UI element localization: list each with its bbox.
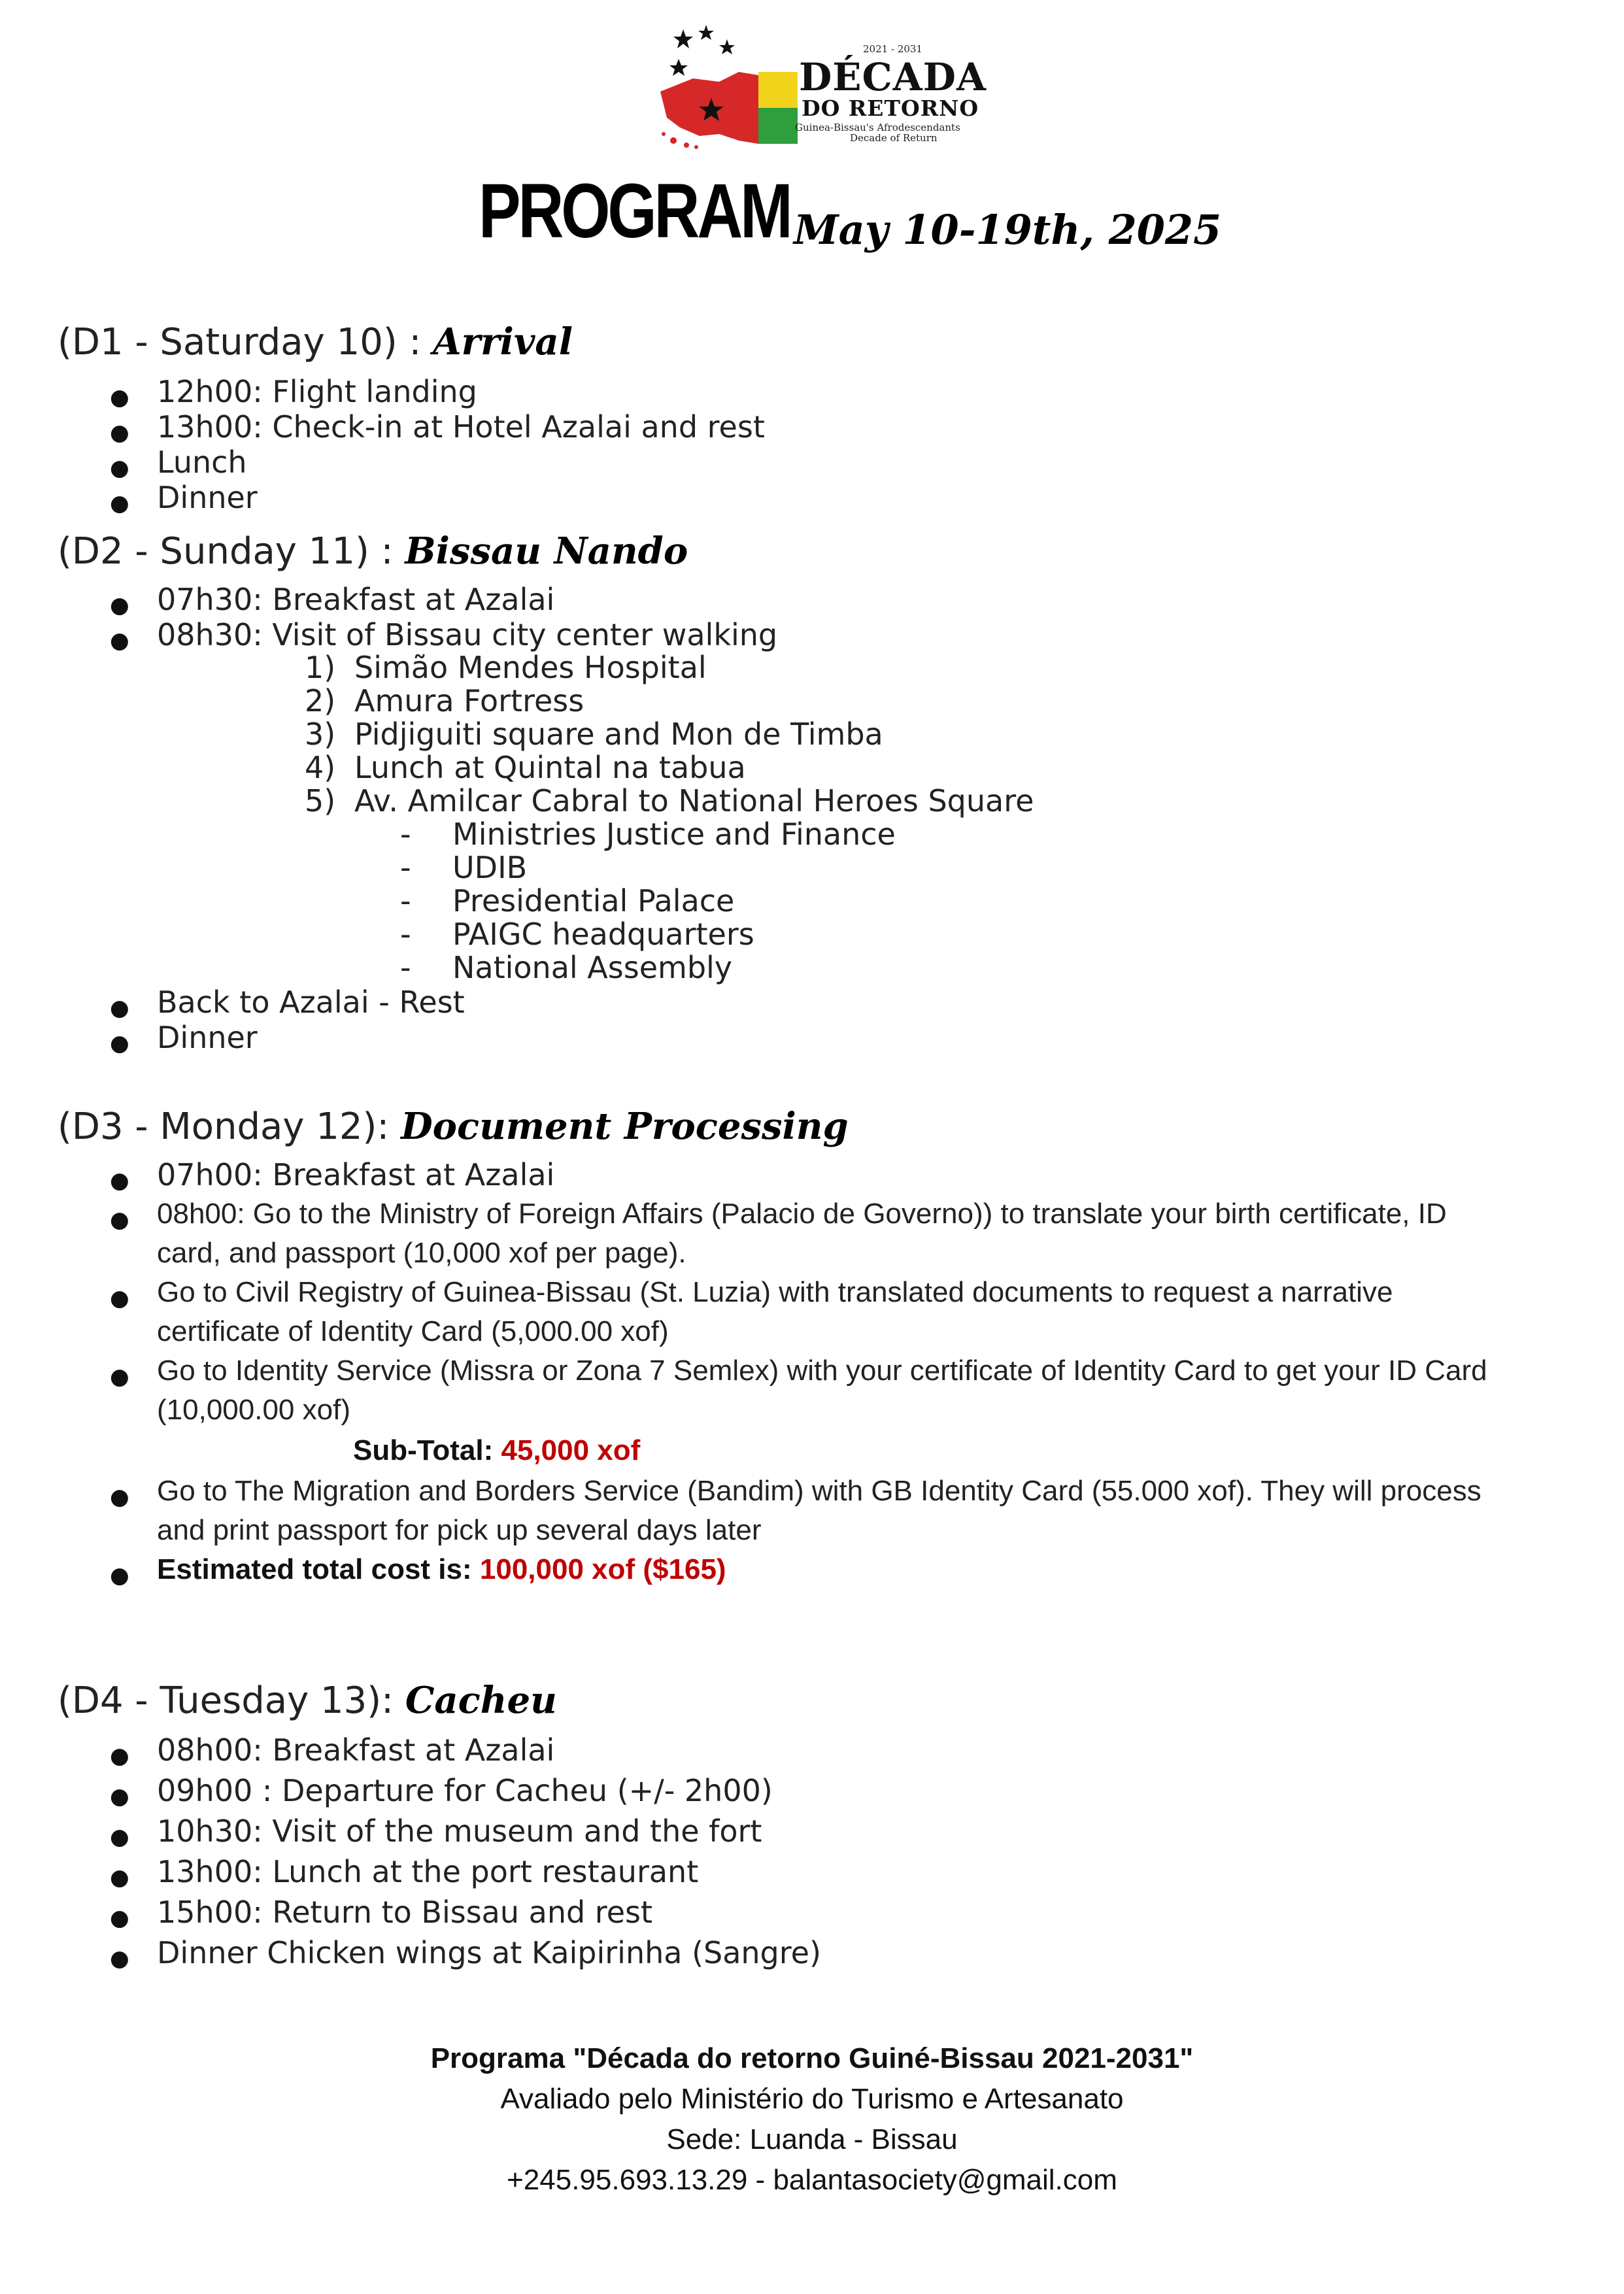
day-3-heading [58,1105,849,1148]
list-item: 08h00: Breakfast at Azalai [157,1732,555,1768]
bullet-icon: ● [110,1946,129,1972]
flag-green [758,108,798,144]
list-item: 12h00: Flight landing [157,374,477,409]
list-item-line: (10,000.00 xof) [157,1394,350,1426]
day-4-heading [58,1679,557,1722]
list-item: 09h00 : Departure for Cacheu (+/- 2h00) [157,1773,773,1808]
list-item-line: 08h00: Go to the Ministry of Foreign Affairs (Palacio de Governo)) to translate your birth certificate, ID [157,1198,1447,1230]
footer-address: Sede: Luanda - Bissau [666,2123,958,2155]
bullet-icon: ● [110,1285,129,1311]
sub-item: National Assembly [452,950,733,985]
bullet-icon: ● [110,1168,129,1194]
dash-marker: - [400,850,411,885]
numbered-item: Av. Amilcar Cabral to National Heroes Square [354,783,1034,818]
sub-item: Presidential Palace [452,883,735,919]
logo-line2: DO RETORNO [802,95,979,121]
day-2-theme: Bissau Nando [405,530,688,573]
day-1-heading [58,320,573,363]
list-item-line: Go to The Migration and Borders Service (Bandim) with GB Identity Card (55.000 xof). They will process [157,1475,1481,1507]
list-item: 15h00: Return to Bissau and rest [157,1895,653,1930]
bullet-icon: ● [110,1864,129,1891]
list-item: 13h00: Lunch at the port restaurant [157,1854,699,1889]
day-1-theme: Arrival [433,320,573,363]
bullet-icon: ● [110,1030,129,1056]
bullet-icon: ● [110,1484,129,1510]
dash-marker: - [400,950,411,985]
bullet-icon: ● [110,1562,129,1589]
list-item-line: Go to Civil Registry of Guinea-Bissau (St. Luzia) with translated documents to request a narrative [157,1276,1393,1308]
numbered-item: Simão Mendes Hospital [354,650,707,685]
page-title [479,167,1222,256]
bullet-icon: ● [110,628,129,654]
dash-marker: - [400,817,411,852]
dash-marker: - [400,917,411,952]
numbered-item: Lunch at Quintal na tabua [354,750,746,785]
bullet-icon: ● [110,1783,129,1810]
list-item: Back to Azalai - Rest [157,985,465,1020]
footer-contact: +245.95.693.13.29 - balantasociety@gmail.com [507,2164,1117,2196]
day-3-theme: Document Processing [401,1105,849,1148]
flag-yellow [758,72,798,108]
total-label: Estimated total cost is: [157,1553,480,1585]
bullet-icon: ● [110,1207,129,1233]
logo-line1: DÉCADA [799,55,987,99]
logo-years: 2021 - 2031 [863,43,922,55]
dash-marker: - [400,883,411,919]
subtotal-label: Sub-Total: [353,1434,501,1466]
day-4-label: (D4 - Tuesday 13): [58,1679,405,1722]
logo-line4: Decade of Return [850,132,938,144]
list-marker: 5) [305,783,336,818]
list-item: Lunch [157,445,247,480]
list-marker: 4) [305,750,336,785]
numbered-item: Pidjiguiti square and Mon de Timba [354,717,883,752]
list-item: 13h00: Check-in at Hotel Azalai and rest [157,409,765,445]
bullet-icon: ● [110,1824,129,1850]
sub-item: UDIB [452,850,528,885]
bullet-icon: ● [110,1905,129,1931]
day-2-label: (D2 - Sunday 11) : [58,530,405,573]
logo-line3: Guinea-Bissau's Afrodescendants [795,122,960,133]
bullet-icon: ● [110,1743,129,1769]
list-item-line: certificate of Identity Card (5,000.00 xof) [157,1315,669,1347]
list-item: Dinner [157,1020,258,1055]
subtotal [353,1434,640,1467]
list-item-line: Go to Identity Service (Missra or Zona 7 Semlex) with your certificate of Identity Card to get your ID Card [157,1355,1487,1387]
list-marker: 3) [305,717,336,752]
title-main: PROGRAM [479,168,790,254]
total-cost [157,1553,726,1586]
day-1-label: (D1 - Saturday 10) : [58,321,433,363]
sub-item: Ministries Justice and Finance [452,817,896,852]
bullet-icon: ● [110,455,129,481]
sub-item: PAIGC headquarters [452,917,754,952]
title-date: May 10-19th, 2025 [794,206,1222,254]
list-item-line: card, and passport (10,000 xof per page). [157,1237,686,1269]
list-item: 07h30: Breakfast at Azalai [157,582,555,617]
bullet-icon: ● [110,995,129,1021]
list-item: Dinner Chicken wings at Kaipirinha (Sangre) [157,1935,821,1970]
list-item: 10h30: Visit of the museum and the fort [157,1813,762,1849]
bullet-icon: ● [110,1364,129,1390]
bullet-icon: ● [110,384,129,411]
list-item: Dinner [157,480,258,515]
numbered-item: Amura Fortress [354,683,584,718]
list-marker: 1) [305,650,336,685]
stars-icon [669,25,735,76]
day-3-label: (D3 - Monday 12): [58,1105,401,1148]
footer-title: Programa "Década do retorno Guiné-Bissau 2021-2031" [430,2042,1194,2074]
list-item: 07h00: Breakfast at Azalai [157,1157,555,1192]
list-item: 08h30: Visit of Bissau city center walking [157,617,778,652]
footer-ministry: Avaliado pelo Ministério do Turismo e Artesanato [500,2083,1124,2115]
day-4-theme: Cacheu [405,1679,557,1722]
bullet-icon: ● [110,592,129,618]
day-2-heading [58,530,688,573]
bullet-icon: ● [110,420,129,446]
list-item-line: and print passport for pick up several days later [157,1514,762,1546]
subtotal-value: 45,000 xof [501,1434,641,1466]
total-value: 100,000 xof ($165) [479,1553,726,1585]
bullet-icon: ● [110,490,129,516]
list-marker: 2) [305,683,336,718]
